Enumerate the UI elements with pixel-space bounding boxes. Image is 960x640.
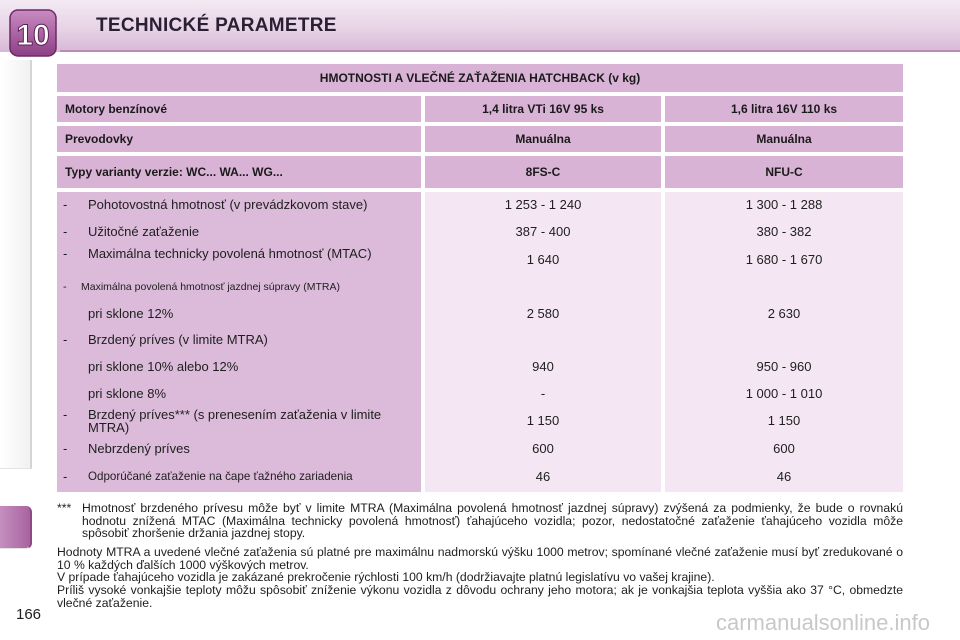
chapter-tab[interactable]	[0, 264, 32, 299]
column-header: 1,6 litra 16V 110 ks	[665, 96, 903, 122]
chapter-badge	[6, 4, 64, 62]
row-label: Motory benzínové	[57, 96, 421, 122]
row-label: Brzdený príves (v limite MTRA)	[88, 332, 268, 347]
row-label: Maximálna technicky povolená hmotnosť (MTAC)	[88, 246, 372, 261]
cell-value: 46	[776, 469, 792, 484]
chapter-tab[interactable]	[0, 94, 32, 129]
cell-value: 1 150	[767, 413, 801, 428]
chapter-tab[interactable]	[0, 434, 32, 469]
row-dash: -	[63, 281, 67, 293]
chapter-tab[interactable]	[0, 298, 32, 333]
cell-value: 380 - 382	[756, 224, 812, 239]
watermark: carmanualsonline.info	[715, 610, 930, 635]
cell-value: 1 300 - 1 288	[745, 197, 823, 212]
cell-value: 600	[773, 441, 795, 456]
row-label: Užitočné zaťaženie	[88, 224, 200, 239]
row-dash: -	[63, 224, 68, 239]
chapter-tab[interactable]	[0, 400, 32, 435]
chapter-number: 10	[16, 19, 50, 52]
row-dash: -	[63, 197, 68, 212]
table-header-row	[57, 126, 903, 152]
row-label: Maximálna povolená hmotnosť jazdnej súpravy (MTRA)	[81, 281, 340, 293]
column-header: 8FS-C	[425, 156, 661, 188]
column-header: NFU-C	[665, 156, 903, 188]
column-header: 1,4 litra VTi 16V 95 ks	[425, 96, 661, 122]
row-label: Odporúčané zaťaženie na čape ťažného zariadenia	[88, 470, 353, 483]
cell-value: 1 640	[526, 252, 560, 267]
cell-value: 46	[535, 469, 551, 484]
row-dash: -	[63, 332, 68, 347]
cell-value: 940	[532, 359, 554, 374]
chapter-tab[interactable]	[0, 196, 32, 231]
cell-value: 1 253 - 1 240	[504, 197, 582, 212]
cell-value: 387 - 400	[515, 224, 571, 239]
note-paragraph: Príliš vysoké vonkajšie teploty môžu spôsobiť zníženie výkonu vozidla z dôvodu ochrany jeho motora; ak je vonkajšia teplota vyššia ako 37 °C, obmedzte vlečné zaťaženie.	[57, 583, 903, 610]
cell-value: 2 630	[767, 306, 801, 321]
row-dash: -	[63, 407, 68, 422]
note-paragraph: V prípade ťahajúceho vozidla je zakázané prekročenie rýchlosti 100 km/h (dodržiavajte platnú legislatívu vo vašej krajine).	[57, 570, 715, 584]
footnote-stars	[57, 502, 903, 540]
chapter-tab-active[interactable]	[0, 506, 32, 549]
cell-value: 2 580	[526, 306, 560, 321]
header-rule	[60, 50, 960, 52]
cell-value: 950 - 960	[756, 359, 812, 374]
table-title-row	[57, 64, 903, 92]
row-label: Nebrzdený príves	[88, 441, 190, 456]
row-label: Prevodovky	[57, 126, 421, 152]
column-header: Manuálna	[665, 126, 903, 152]
chapter-tab[interactable]	[0, 332, 32, 367]
cell-value: 600	[532, 441, 554, 456]
chapter-tab[interactable]	[0, 128, 32, 163]
row-dash: -	[63, 246, 68, 261]
chapter-tab[interactable]	[0, 230, 32, 265]
footnote-marker: ***	[57, 501, 72, 515]
footnote-text: Hmotnosť brzdeného prívesu môže byť v limite MTRA (Maximálna povolená hmotnosť jazdnej súpravy) zvýšená za podmienky, že bude o rovnakú hodnotu znížená MTAC (Maximálna technicky povolená hmotnosť) ťahajúceho vozidla; pozor, nedostatočné zaťaženie ťahajúceho vozidla môže spôsobiť zhoršenie držania jazdnej stopy.	[82, 501, 903, 541]
row-label: Pohotovostná hmotnosť (v prevádzkovom stave)	[88, 197, 368, 212]
column-header: Manuálna	[425, 126, 661, 152]
table-header-row	[57, 156, 903, 188]
page-number: 166	[16, 606, 42, 623]
row-label: Brzdený príves*** (s prenesením zaťaženia v limite MTRA)	[88, 407, 382, 435]
chapter-tab[interactable]	[0, 162, 32, 197]
chapter-tabs	[0, 60, 32, 540]
note-paragraph: Hodnoty MTRA a uvedené vlečné zaťaženia sú platné pre maximálnu nadmorskú výšku 1000 metrov; spomínané vlečné zaťaženie musí byť zredukované o 10 % každých ďalších 1000 výškových metrov.	[57, 545, 903, 572]
cell-value: 1 150	[526, 413, 560, 428]
row-dash: -	[63, 469, 68, 484]
table-title: HMOTNOSTI A VLEČNÉ ZAŤAŽENIA HATCHBACK (v kg)	[57, 64, 903, 92]
section-title: TECHNICKÉ PARAMETRE	[96, 15, 337, 36]
cell-value: -	[540, 386, 546, 401]
cell-value: 1 000 - 1 010	[745, 386, 823, 401]
row-dash: -	[63, 441, 68, 456]
table-header-row	[57, 96, 903, 122]
row-label: Typy varianty verzie: WC... WA... WG...	[57, 156, 421, 188]
row-label: pri sklone 12%	[88, 306, 174, 321]
row-label: pri sklone 8%	[88, 386, 167, 401]
chapter-tab[interactable]	[0, 60, 32, 95]
chapter-tab[interactable]	[0, 366, 32, 401]
cell-value: 1 680 - 1 670	[745, 252, 823, 267]
row-label: pri sklone 10% alebo 12%	[88, 359, 239, 374]
